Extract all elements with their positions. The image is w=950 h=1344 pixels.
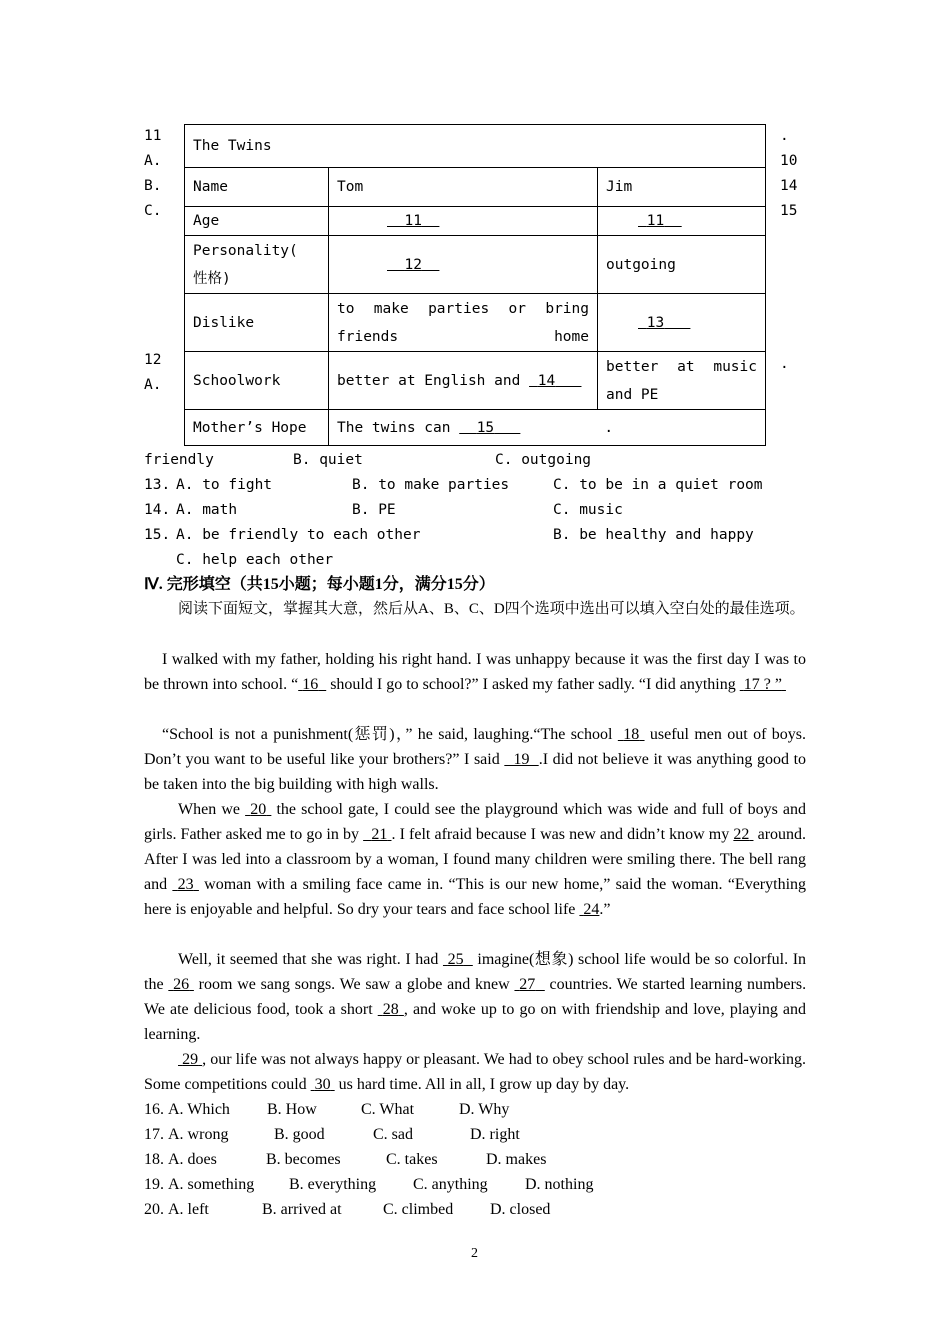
margin-right-15: 15: [780, 203, 798, 219]
header-name: Name: [185, 168, 329, 207]
margin-right-dot: .: [780, 128, 789, 144]
header-tom: Tom: [329, 168, 598, 207]
margin-right-10: 10: [780, 153, 798, 169]
q15-option-b: B. be healthy and happy: [553, 527, 754, 543]
options-row-19: 19. A. something B. everything C. anything D. nothing: [144, 1176, 594, 1193]
options-row-18: 18. A. does B. becomes C. takes D. makes: [144, 1151, 547, 1168]
q15-option-c: C. help each other: [176, 552, 334, 568]
table-title: The Twins: [185, 125, 766, 168]
q15-number: 15.: [144, 527, 171, 543]
options-row-16: 16. A. Which B. How C. What D. Why: [144, 1101, 510, 1118]
jim-schoolwork: better at music and PE: [598, 352, 766, 410]
jim-age-blank: 11: [598, 207, 766, 236]
q14-number: 14.: [144, 502, 171, 518]
section-4-instruction: 阅读下面短文，掌握其大意，然后从A、B、C、D四个选项中选出可以填入空白处的最佳选项。: [178, 601, 805, 617]
q13-option-b: B. to make parties: [352, 477, 510, 493]
tom-dislike: to make parties or bring friends home: [329, 294, 598, 352]
margin-right-dot-2: .: [780, 356, 789, 372]
margin-left-q12-a: A.: [144, 377, 162, 393]
q13-option-a: A. to fight: [176, 477, 273, 493]
q13-option-c: C. to be in a quiet room: [553, 477, 763, 493]
tom-personality-blank: 12: [329, 236, 598, 294]
passage-paragraph-3: When we 20 the school gate, I could see the playground which was wide and full of boys and girls. Father asked me to go in by 21 . I felt afraid because I was new and didn’t know my 22 around. After I was led into a classroom by a woman, I found many children were smiling there. The bell rang and 23 woman with a smiling face came in. “This is our new home,” said the woman. “Everything here is enjoyable and helpful. So dry your tears and face school life 24.”: [144, 801, 807, 918]
section-4-title: Ⅳ. 完形填空（共15小题；每小题1分，满分15分）: [144, 576, 495, 593]
twins-table: [184, 124, 766, 446]
mothers-hope-value: The twins can 15 .: [329, 410, 766, 446]
q15-option-a: A. be friendly to each other: [176, 527, 421, 543]
margin-left-a: A.: [144, 153, 162, 169]
passage-paragraph-5: 29 , our life was not always happy or pleasant. We had to obey school rules and be hard-working. Some competitions could 30 us hard time. All in all, I grow up day by day.: [144, 1051, 807, 1093]
jim-dislike-blank: 13: [598, 294, 766, 352]
row-label-age: Age: [185, 207, 329, 236]
tom-age-blank: 11: [329, 207, 598, 236]
jim-personality: outgoing: [598, 236, 766, 294]
q12-option-b: B. quiet: [293, 452, 363, 468]
q12-option-c: C. outgoing: [495, 452, 592, 468]
page-number: 2: [471, 1246, 478, 1261]
row-label-dislike: Dislike: [185, 294, 329, 352]
q13-number: 13.: [144, 477, 171, 493]
q14-option-c: C. music: [553, 502, 623, 518]
header-jim: Jim: [598, 168, 766, 207]
margin-left-b: B.: [144, 178, 162, 194]
margin-left-c: C.: [144, 203, 162, 219]
row-label-mothers-hope: Mother’s Hope: [185, 410, 329, 446]
q12-option-a: friendly: [144, 452, 214, 468]
options-row-20: 20. A. left B. arrived at C. climbed D. closed: [144, 1201, 551, 1218]
tom-schoolwork: better at English and 14: [329, 352, 598, 410]
q14-option-b: B. PE: [352, 502, 396, 518]
q14-option-a: A. math: [176, 502, 238, 518]
row-label-schoolwork: Schoolwork: [185, 352, 329, 410]
passage-paragraph-2: “School is not a punishment(惩罚)，” he said, laughing.“The school 18 useful men out of boys. Don’t you want to be useful like your brothers?” I said 19 .I did not believe it was anything good to be taken into the big building with high walls.: [144, 726, 807, 793]
margin-left-q11: 11: [144, 128, 162, 144]
row-label-personality: Personality( 性格): [185, 236, 329, 294]
passage-paragraph-1: I walked with my father, holding his right hand. I was unhappy because it was the first day I was to be thrown into school. “ 16 should I go to school?” I asked my father sadly. “I did anything 17 ? ”: [144, 651, 806, 693]
margin-right-14: 14: [780, 178, 798, 194]
passage-paragraph-4: Well, it seemed that she was right. I had 25 imagine(想象) school life would be so colorful. In the 26 room we sang songs. We saw a globe and knew 27 countries. We started learning numbers. We ate delicious food, took a short 28 , and woke up to go on with friendship and love, playing and learning.: [144, 951, 807, 1043]
margin-left-q12: 12: [144, 352, 162, 368]
options-row-17: 17. A. wrong B. good C. sad D. right: [144, 1126, 520, 1143]
